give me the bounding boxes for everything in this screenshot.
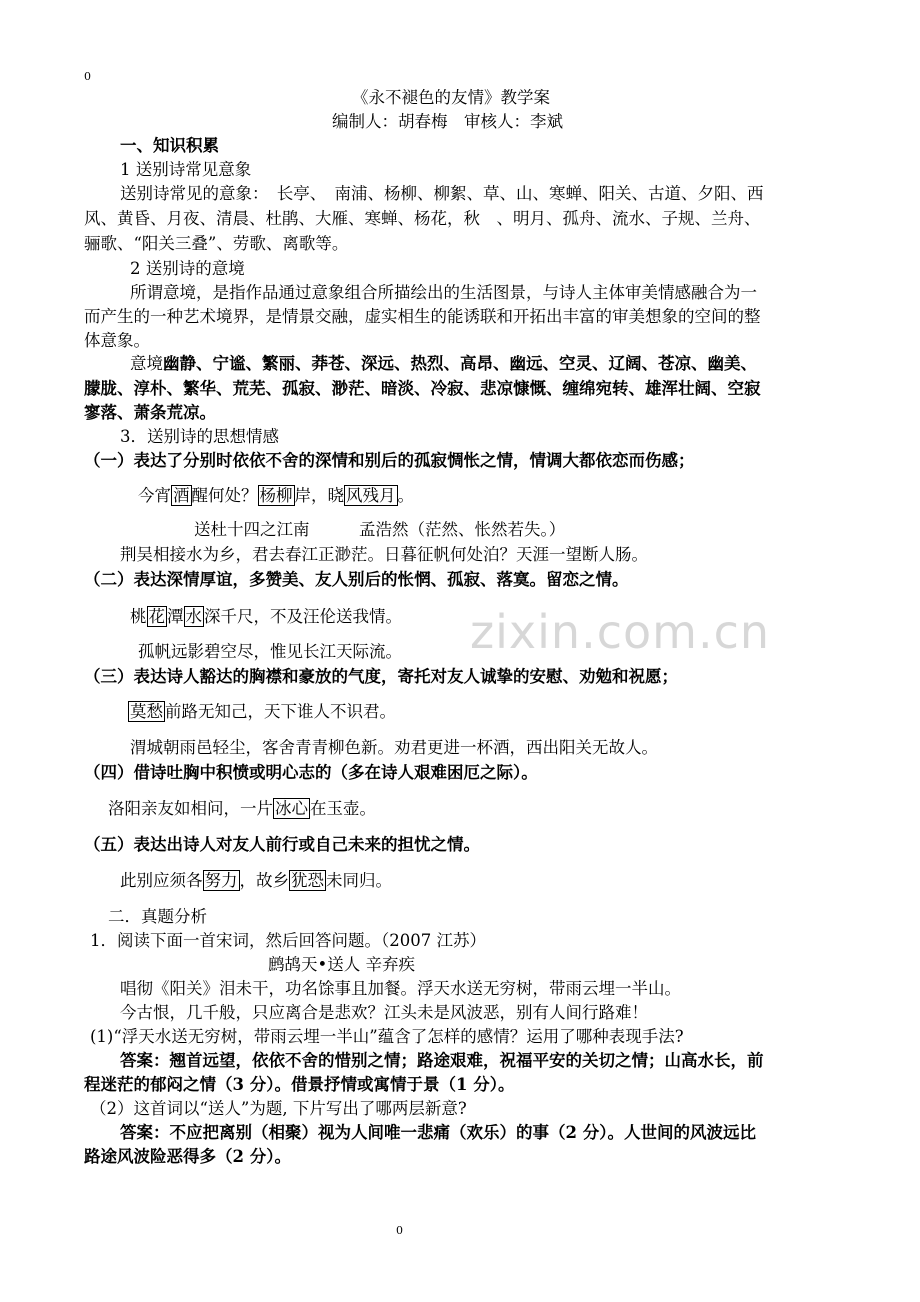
emotion-heading-2: （二）表达深情厚谊，多赞美、友人别后的怅惘、孤寂、落寞。留恋之情。 <box>84 570 629 589</box>
poem-line: 荆吴相接水为乡，君去春江正渺茫。日暮征帆何处泊？天涯一望断人肠。 <box>120 545 648 564</box>
subheading-imagery: 1 送别诗常见意象 <box>120 160 252 179</box>
paragraph-line: 送别诗常见的意象： 长亭、 南浦、杨柳、柳絮、草、山、寒蝉、阳关、古道、夕阳、西 <box>120 184 764 203</box>
paragraph-line: 而产生的一种艺术境界，是情景交融，虚实相生的能诱联和开拓出丰富的审美想象的空间的整 <box>84 307 761 326</box>
paragraph-line: 所谓意境，是指作品通过意象组合所描绘出的生活图景，与诗人主体审美情感融合为一 <box>130 283 757 302</box>
boxed-keyword: 莫愁 <box>130 702 163 721</box>
paragraph-line: 风、黄昏、月夜、清晨、杜鹃、大雁、寒蝉、杨花，秋 、明月、孤舟、流水、子规、兰舟、 <box>84 209 761 228</box>
yijing-terms: 幽静、宁谧、繁丽、莽苍、深远、热烈、高昂、幽远、空灵、辽阔、苍凉、幽美、 <box>163 354 757 373</box>
yijing-label: 意境 <box>130 354 163 373</box>
section-heading-analysis: 二．真题分析 <box>108 907 207 926</box>
question-1: 1．阅读下面一首宋词，然后回答问题。（2007 江苏） <box>90 931 486 950</box>
emotion-heading-1: （一）表达了分别时依依不舍的深情和别后的孤寂惆怅之情，情调大都依恋而伤感； <box>84 451 695 470</box>
paragraph-line: 体意象。 <box>84 331 150 350</box>
page-number-bottom: 0 <box>396 1224 403 1237</box>
answer-2: 答案：不应把离别（相聚）视为人间唯一悲痛（欢乐）的事（2 分）。人世间的风波远比 <box>120 1123 756 1142</box>
authors-line: 编制人：胡春梅 审核人：李斌 <box>332 112 563 131</box>
answer-1: 答案：翘首远望，依依不舍的惜别之情；路途艰难，祝福平安的关切之情；山高水长，前 <box>120 1051 764 1070</box>
boxed-keyword: 水 <box>185 607 202 626</box>
verse-line: 洛阳亲友如相问，一片 冰心 在玉壶。 <box>108 799 376 818</box>
subheading-emotions: 3．送别诗的思想情感 <box>120 427 279 446</box>
answer-1: 程迷茫的郁闷之情（3 分）。借景抒情或寓情于景（1 分）。 <box>84 1075 515 1094</box>
poem-line: 唱彻《阳关》泪未干，功名馀事且加餐。浮天水送无穷树，带雨云埋一半山。 <box>120 979 681 998</box>
boxed-keyword: 风残月 <box>346 486 396 505</box>
poem-title: 送杜十四之江南 孟浩然（茫然、怅然若失。） <box>194 520 566 539</box>
page-number-top: 0 <box>84 70 91 83</box>
boxed-keyword: 花 <box>148 607 165 626</box>
verse-line: 此别应须各 努力 ，故乡 犹恐 未同归。 <box>120 871 392 890</box>
verse-line: 今宵 酒 醒何处？ 杨柳 岸，晓 风残月 。 <box>138 486 414 505</box>
emotion-heading-4: （四）借诗吐胸中积愤或明心志的（多在诗人艰难困厄之际）。 <box>84 763 538 782</box>
sub-question-1: (1)“浮天水送无穷树，带雨云埋一半山”蕴含了怎样的感情？运用了哪种表现手法? <box>90 1027 684 1046</box>
subheading-artistic-conception: 2 送别诗的意境 <box>130 259 245 278</box>
emotion-heading-3: （三）表达诗人豁达的胸襟和豪放的气度，寄托对友人诚挚的安慰、劝勉和祝愿； <box>84 667 678 686</box>
watermark: zixin.com.cn <box>470 605 771 659</box>
boxed-keyword: 犹恐 <box>291 871 324 890</box>
boxed-keyword: 杨柳 <box>259 486 293 505</box>
boxed-keyword: 冰心 <box>275 799 308 818</box>
yijing-line <box>130 352 757 376</box>
verse-line: 渭城朝雨邑轻尘，客舍青青柳色新。劝君更进一杯酒，西出阳关无故人。 <box>130 738 658 757</box>
poem-line: 今古恨，几千般，只应离合是悲欢？江头未是风波恶，别有人间行路难！ <box>120 1003 648 1022</box>
poem-title: 鹧鸪天•送人 辛弃疾 <box>268 955 415 974</box>
yijing-terms: 寥落、萧条荒凉。 <box>84 403 216 422</box>
document-title: 《永不褪色的友情》教学案 <box>352 88 550 107</box>
boxed-keyword: 努力 <box>204 871 238 890</box>
yijing-terms: 朦胧、淳朴、繁华、荒芜、孤寂、渺茫、暗淡、冷寂、悲凉慷慨、缠绵宛转、雄浑壮阔、空寂 <box>84 379 761 398</box>
emotion-heading-5: （五）表达出诗人对友人前行或自己未来的担忧之情。 <box>84 835 480 854</box>
boxed-keyword: 酒 <box>173 486 190 505</box>
sub-question-2: （2）这首词以“送人”为题, 下片写出了哪两层新意? <box>90 1099 467 1118</box>
paragraph-line: 骊歌、“阳关三叠”、劳歌、离歌等。 <box>84 234 349 253</box>
verse-line: 桃 花 潭 水 深千尺，不及汪伦送我情。 <box>130 607 402 626</box>
section-heading-knowledge: 一、知识积累 <box>120 136 219 155</box>
answer-2: 路途风波险恶得多（2 分）。 <box>84 1147 291 1166</box>
verse-line: 孤帆远影碧空尽，惟见长江天际流。 <box>138 642 402 661</box>
verse-line: 莫愁 前路无知己，天下谁人不识君。 <box>130 702 396 721</box>
